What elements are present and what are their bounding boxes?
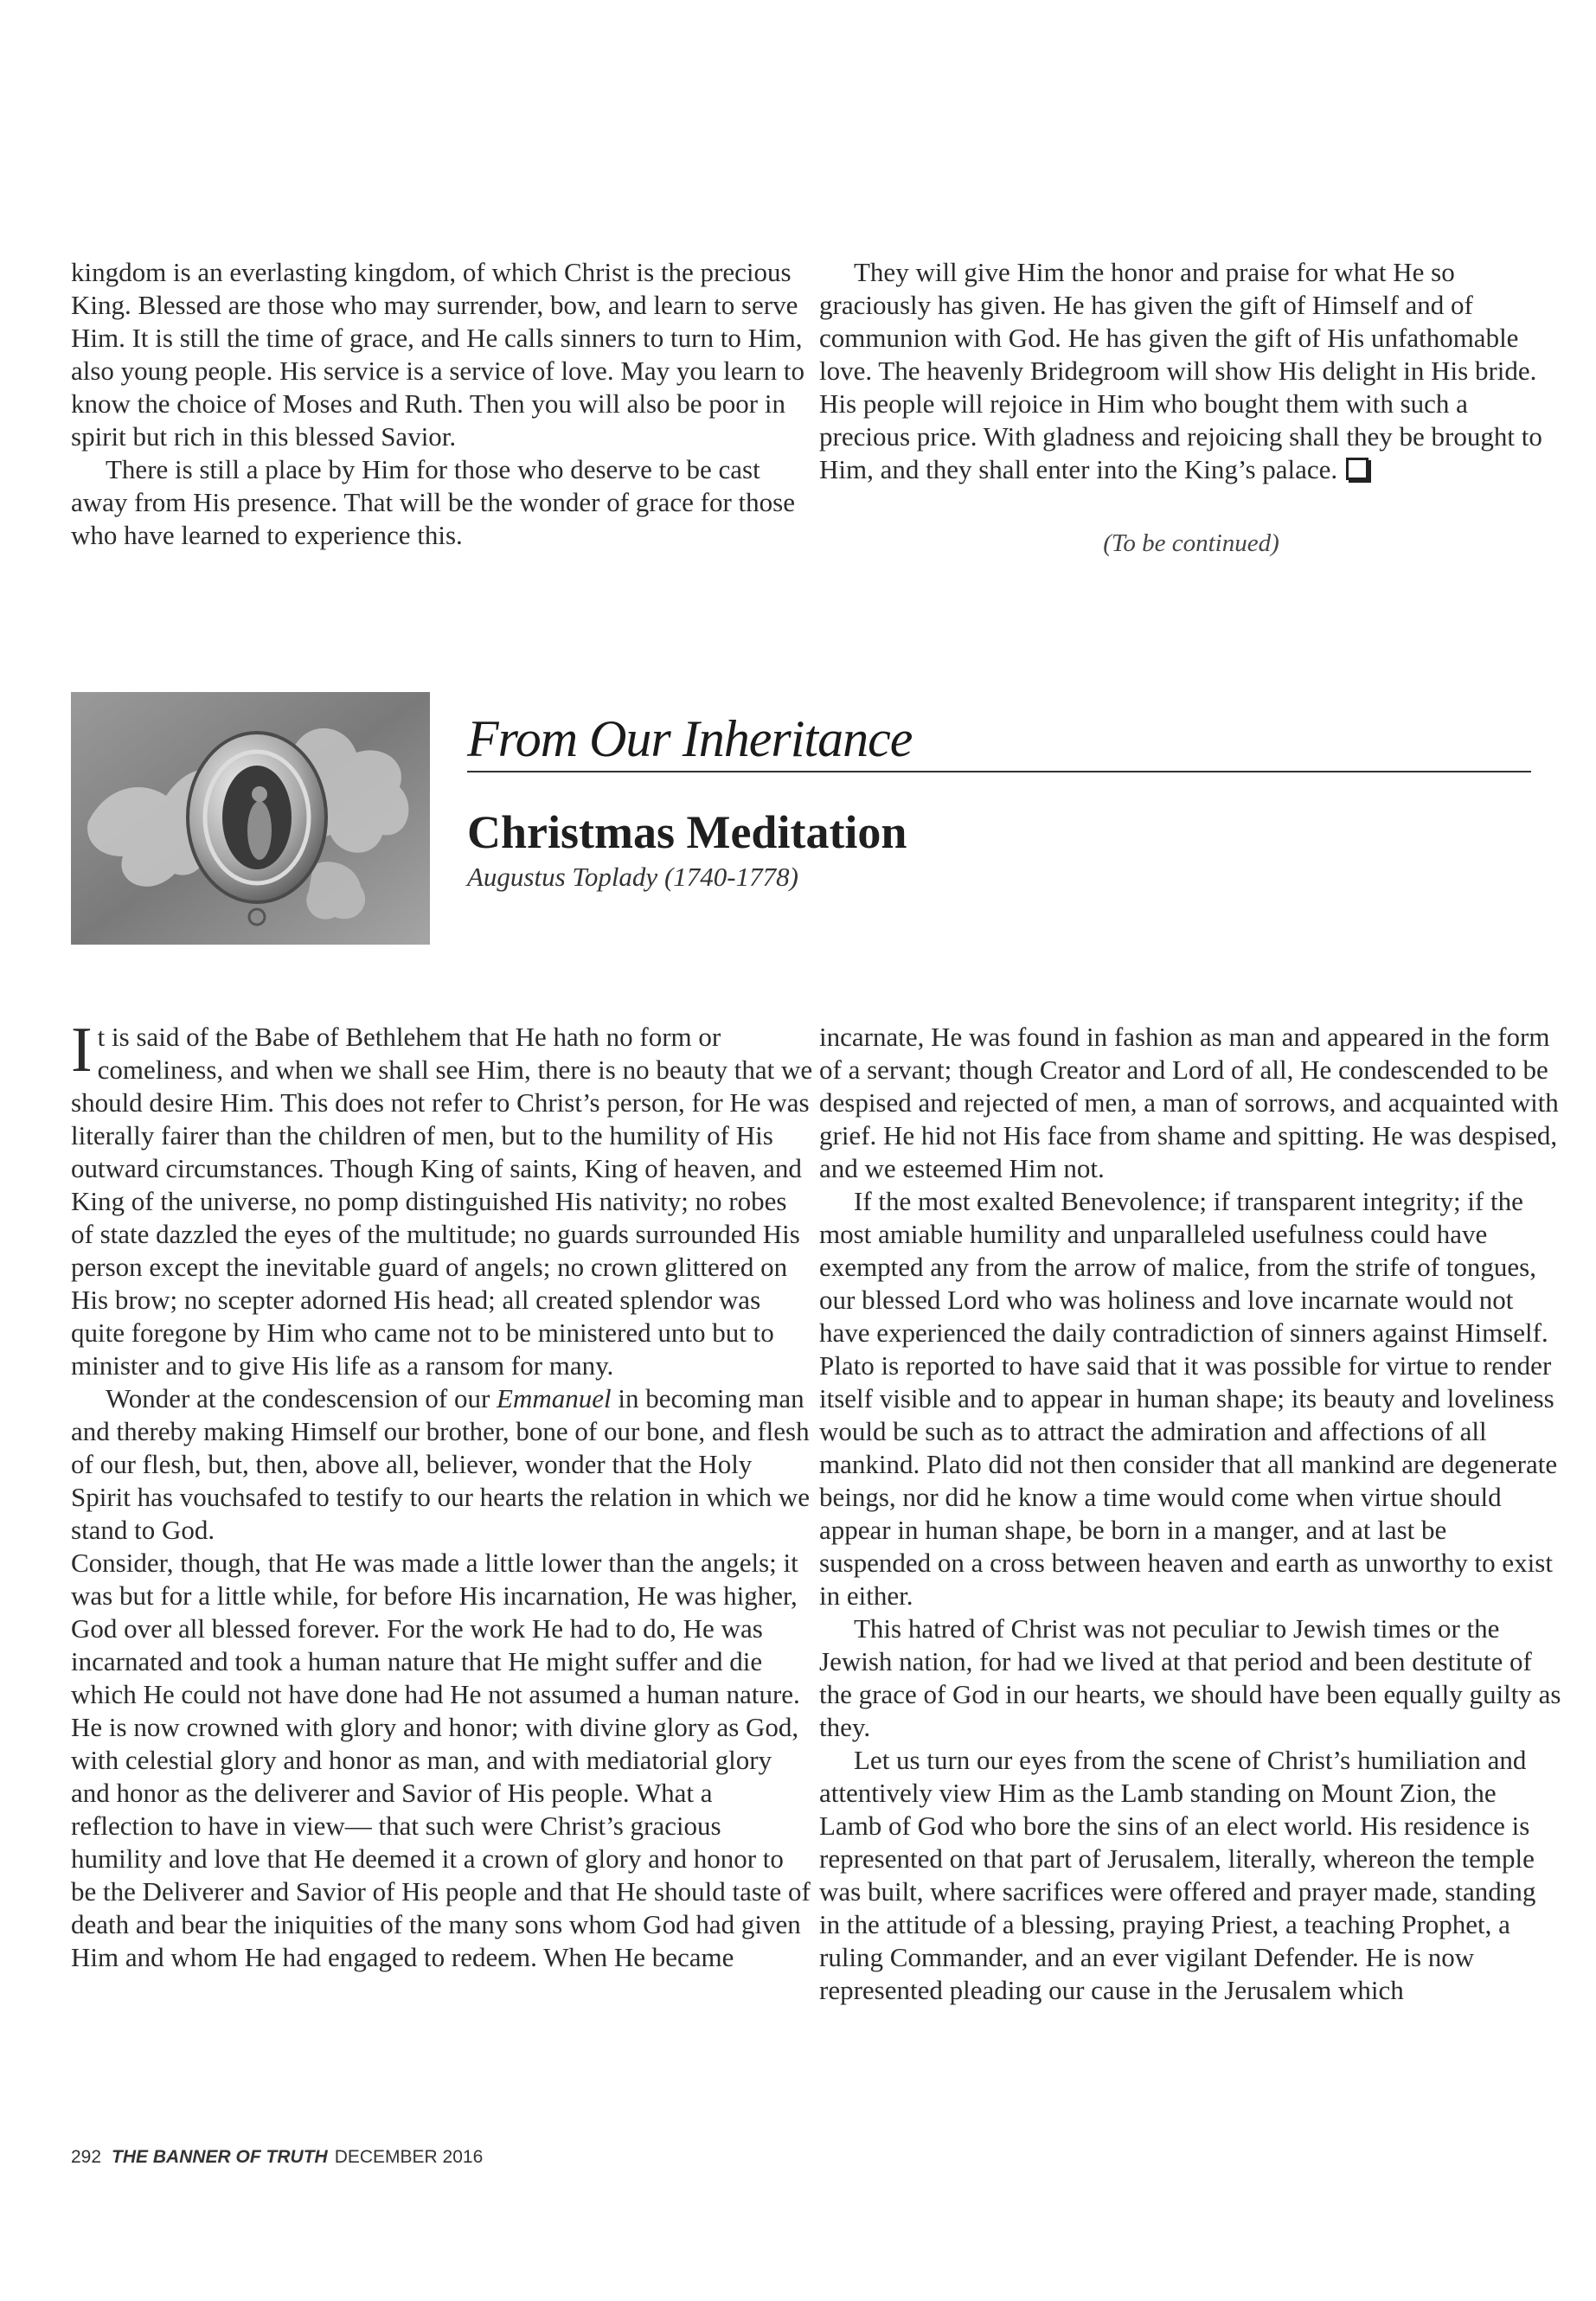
section-header-image: [71, 692, 430, 945]
article-paragraph: [71, 1382, 815, 1547]
continuation-text: They will give Him the honor and praise for what He so graciously has given. He has given the gift of Himself and of communion with God. He has given the gift of His unfathomable love. The heavenly Bridegroom will show His delight in His bride. His people will rejoice in Him who bought them with such a precious price. With gladness and rejoicing shall they be brought to Him, and they shall enter into the King’s palace.: [819, 257, 1542, 484]
article-title: Christmas Meditation: [467, 806, 907, 858]
to-be-continued-note: (To be continued): [1103, 529, 1279, 557]
emphasis-text: Emmanuel: [497, 1383, 612, 1413]
paragraph-text: t is said of the Babe of Bethlehem that He hath no form or comeliness, and when we shall see Him, there is no beauty that we should desire Him. This does not refer to Christ’s person, for He was literally fairer than the children of men, but to the humility of His outward circumstances. Though King of saints, King of heaven, and King of the universe, no pomp distinguished His nativity; no robes of state dazzled the eyes of the multitude; no guards surrounded His person except the inevitable guard of angels; no crown glittered on His brow; no scepter adorned His head; all created splendor was quite foregone by Him who came not to be ministered unto but to minister and to give His life as a ransom for many.: [71, 1022, 813, 1381]
article-left-column: [71, 1015, 815, 1974]
page-number: 292: [71, 2147, 102, 2167]
article-paragraph: This hatred of Christ was not peculiar to Jewish times or the Jewish nation, for had we lived at that period and been destitute of the grace of God in our hearts, we should have been equally guilty as they.: [819, 1613, 1561, 1742]
end-mark-icon: [1346, 458, 1368, 480]
section-title: From Our Inheritance: [467, 710, 913, 767]
article-paragraph: Consider, though, that He was made a little lower than the angels; it was but for a little while, for before His incarnation, He was higher, God over all blessed forever. For the work He had to do, He was incarnated and took a human nature that He might suffer and die which He could not have done had He not assumed a human nature. He is now crowned with glory and honor; with divine glory as God, with celestial glory and honor as man, and with mediatorial glory and honor as the deliverer and Savior of His people. What a reflection to have in view— that such were Christ’s gracious humility and love that He deemed it a crown of glory and honor to be the Deliverer and Savior of His people and that He should taste of death and bear the iniquities of the many sons whom God had given Him and whom He had engaged to redeem. When He became: [71, 1548, 811, 1972]
drop-cap: I: [71, 1015, 93, 1086]
continuation-paragraph: There is still a place by Him for those who deserve to be cast away from His presence. That will be the wonder of grace for those who have learned to experience this.: [71, 454, 795, 550]
article-paragraph: If the most exalted Benevolence; if transparent integrity; if the most amiable humility and unparalleled usefulness could have exempted any from the arrow of malice, from the strife of tongues, our blessed Lord who was holiness and love incarnate would not have experienced the daily contradiction of sinners against Himself. Plato is reported to have said that it was possible for virtue to render itself visible and to appear in human shape; its beauty and loveliness would be such as to attract the admiration and affections of all mankind. Plato did not then consider that all mankind are degenerate beings, nor did he know a time would come when virtue should appear in human shape, be born in a manger, and at last be suspended on a cross between heaven and earth as unworthy to exist in either.: [819, 1186, 1558, 1611]
continuation-right-column: [819, 256, 1563, 486]
article-right-column: [819, 1021, 1563, 2007]
continuation-paragraph: [819, 256, 1563, 486]
page-footer: [71, 2147, 483, 2168]
article-paragraph: Let us turn our eyes from the scene of Christ’s humiliation and attentively view Him as the Lamb standing on Mount Zion, the Lamb of God who bore the sins of an elect world. His residence is represented on that part of Jerusalem, literally, whereon the temple was built, where sacrifices were offered and prayer made, standing in the attitude of a blessing, praying Priest, a teaching Prophet, a ruling Commander, and an ever vigilant Defender. He is now represented pleading our cause in the Jerusalem which: [819, 1745, 1536, 2005]
title-divider: [467, 771, 1531, 772]
article-paragraph: incarnate, He was found in fashion as man and appeared in the form of a servant; though Creator and Lord of all, He condescended to be despised and rejected of men, a man of sorrows, and acquainted with grief. He hid not His face from shame and spitting. He was despised, and we esteemed Him not.: [819, 1022, 1559, 1183]
locket-illustration: [71, 692, 430, 945]
continuation-left-column: [71, 256, 815, 552]
article-author: Augustus Toplady (1740-1778): [467, 862, 798, 892]
publication-name: THE BANNER OF TRUTH: [112, 2147, 328, 2167]
paragraph-text: in becoming man and thereby making Himself our brother, bone of our bone, and flesh of our flesh, but, then, above all, believer, wonder that the Holy Spirit has vouchsafed to testify to our hearts the relation in which we stand to God.: [71, 1383, 811, 1545]
issue-date: DECEMBER 2016: [334, 2147, 484, 2167]
continuation-paragraph: kingdom is an everlasting kingdom, of which Christ is the precious King. Blessed are those who may surrender, bow, and learn to serve Him. It is still the time of grace, and He calls sinners to turn to Him, also young people. His service is a service of love. May you learn to know the choice of Moses and Ruth. Then you will also be poor in spirit but rich in this blessed Savior.: [71, 257, 804, 452]
paragraph-text: Wonder at the condescension of our: [106, 1383, 497, 1413]
article-paragraph: [71, 1015, 815, 1382]
